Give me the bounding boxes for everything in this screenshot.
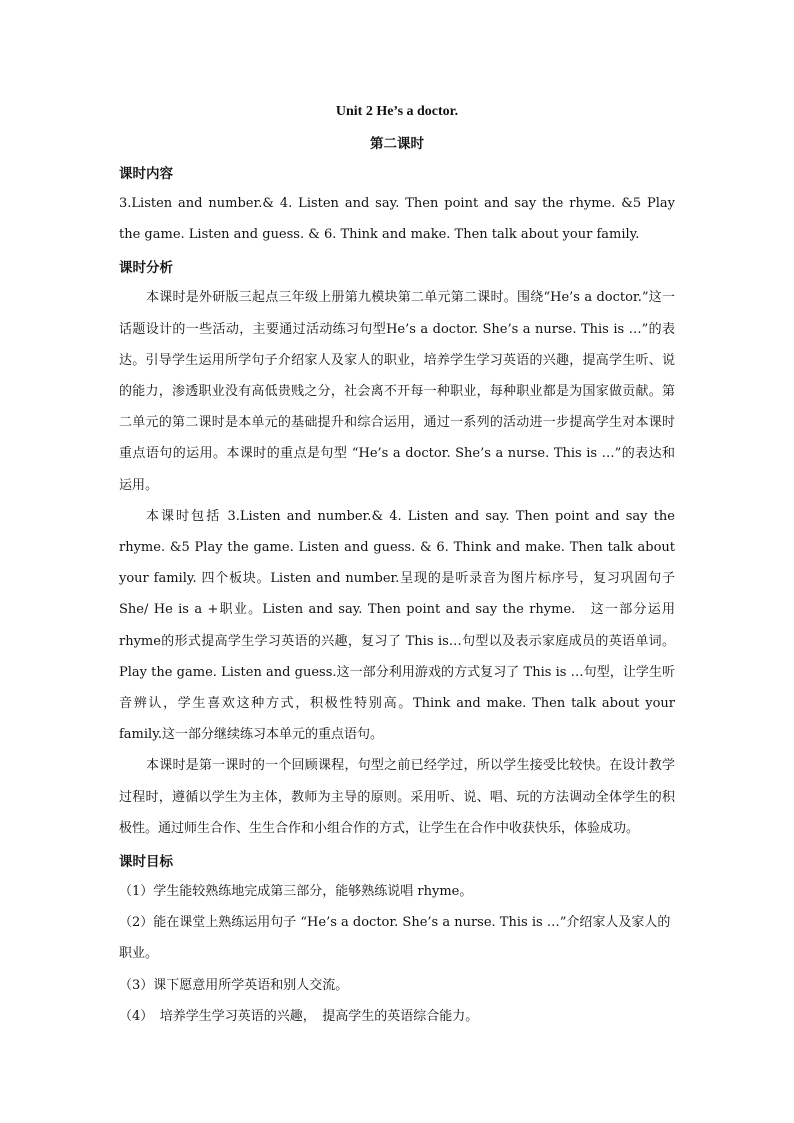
objective-item-4: （4） 培养学生学习英语的兴趣， 提高学生的英语综合能力。	[119, 1008, 479, 1024]
objective-item-2: （2）能在课堂上熟练运用句子 “He’s a doctor. She’s a nurse. This is …”介绍家人及家人的职业。	[119, 915, 671, 962]
analysis-paragraph-2: 本课时包括 3.Listen and number.& 4. Listen and say. Then point and say the rhyme. &5 Play the game. Listen and guess. & 6. Think and make. Then talk about your family. 四个板块。Listen and number.呈现的是听录音为图片标序号，复习巩固句子 She/ He is a +职业。Listen and say. Then point and say the rhyme. 这一部分运用rhyme的形式提高学生学习英语的兴趣，复习了 This is…句型以及表示家庭成员的英语单词。Play the game. Listen and guess.这一部分利用游戏的方式复习了 This is …句型，让学生听音辨认，学生喜欢这种方式，积极性特别高。Think and make. Then talk about your family.这一部分继续练习本单元的重点语句。	[119, 508, 675, 743]
content-paragraph: 3.Listen and number.& 4. Listen and say. Then point and say the rhyme. &5 Play the game. Listen and guess. & 6. Think and make. Then talk about your family.	[119, 196, 675, 243]
section-heading-analysis: 课时分析	[119, 260, 173, 277]
analysis-paragraph-3: 本课时是第一课时的一个回顾课程，句型之前已经学过，所以学生接受比较快。在设计教学过程时，遵循以学生为主体，教师为主导的原则。采用听、说、唱、玩的方法调动全体学生的积极性。通过师生合作、生生合作和小组合作的方式，让学生在合作中收获快乐，体验成功。	[119, 758, 675, 836]
section-heading-content: 课时内容	[119, 166, 173, 182]
objective-item-3: （3）课下愿意用所学英语和别人交流。	[119, 977, 349, 993]
section-heading-objectives: 课时目标	[119, 854, 173, 871]
document-subtitle: 第二课时	[370, 136, 424, 152]
objective-item-1: （1）学生能较熟练地完成第三部分，能够熟练说唱 rhyme。	[119, 884, 473, 900]
analysis-paragraph-1: 本课时是外研版三起点三年级上册第九模块第二单元第二课时。围绕“He’s a doctor.”这一话题设计的一些活动，主要通过活动练习句型He’s a doctor. She’s a nurse. This is …”的表达。引导学生运用所学句子介绍家人及家人的职业，培养学生学习英语的兴趣，提高学生听、说的能力，渗透职业没有高低贵贱之分，社会离不开每一种职业，每种职业都是为国家做贡献。第二单元的第二课时是本单元的基础提升和综合运用，通过一系列的活动进一步提高学生对本课时重点语句的运用。本课时的重点是句型 “He’s a doctor. She’s a nurse. This is …”的表达和运用。	[119, 290, 675, 493]
document-title: Unit 2 He’s a doctor.	[335, 104, 459, 119]
document-page	[119, 102, 675, 1032]
